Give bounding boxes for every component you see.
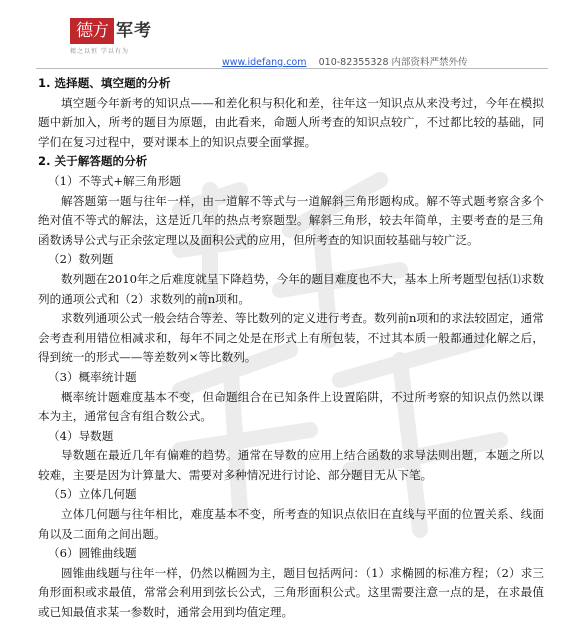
- header-contact: [222, 54, 468, 68]
- paragraph: 立体几何题与往年相比，难度基本不变，所考查的知识点依旧在直线与平面的位置关系、线面角以及二面角之间出题。: [38, 507, 544, 541]
- phone-note: 010-82355328 内部资料严禁外传: [318, 57, 468, 68]
- paragraph: 导数题在最近几年有偏难的趋势。通常在导数的应用上结合函数的求导法则出题，本题之所以较难，主要是因为计算量大、需要对多种情况进行讨论、部分题目无从下笔。: [38, 448, 544, 482]
- paragraph: 圆锥曲线题与往年一样，仍然以椭圆为主，题目包括两问：（1）求椭圆的标准方程；（2）求三角形面积或求最值，常常会利用到弦长公式，三角形面积公式。这里需要注意一点的是，在求最值或已知最值求某一参数时，通常会用到均值定理。: [38, 565, 544, 620]
- paragraph: 概率统计题难度基本不变，但命题组合在已知条件上设置陷阱，不过所考察的知识点仍然以课本为主，通常包含有组合数公式。: [38, 389, 544, 424]
- subsection-heading: （6）圆锥曲线题: [48, 546, 137, 561]
- subsection-heading: （3）概率统计题: [48, 369, 137, 384]
- section-heading: 1. 选择题、填空题的分析: [38, 76, 171, 90]
- subsection-heading: （4）导数题: [48, 428, 114, 443]
- subsection-heading: （1）不等式+解三角形题: [48, 173, 182, 188]
- subsection-heading: （2）数列题: [48, 252, 114, 267]
- section-heading: 2. 关于解答题的分析: [38, 154, 148, 169]
- brand-logo: [70, 14, 180, 54]
- logo-red-block: 德方: [70, 18, 114, 44]
- document-body: [38, 74, 544, 623]
- paragraph: 求数列通项公式一般会结合等差、等比数列的定义进行考查。数列前n项和的求法较固定，通常会考查利用错位相减求和，每年不同之处是在形式上有所包装，不过其本质一般都通过化解之后，得到统一的形式——等差数列×等比数列。: [38, 311, 544, 365]
- header-divider: [36, 68, 548, 69]
- logo-text: 军考: [116, 21, 152, 41]
- paragraph: 数列题在2010年之后难度就呈下降趋势，今年的题目难度也不大，基本上所考题型包括⑴求数列的通项公式和（2）求数列的前n项和。: [38, 271, 544, 306]
- logo-slogan: 精之以恒 学以有为: [70, 48, 129, 55]
- subsection-heading: （5）立体几何题: [48, 487, 137, 502]
- paragraph: 解答题第一题与往年一样，由一道解不等式与一道解斜三角形题构成。解不等式题考察含多个绝对值不等式的解法，这是近几年的热点考察题型。解斜三角形，较去年简单，主要考查的是三角函数诱导公式与正余弦定理以及面积公式的应用，但所考查的知识面较基础与较广泛。: [38, 193, 544, 247]
- page-header: [0, 0, 576, 72]
- paragraph: 填空题今年新考的知识点——和差化积与积化和差，往年这一知识点从来没考过，今年在模拟题中新加入，所考的题目为原题，由此看来，命题人所考查的知识点较广，不过都比较的基础，同学们在复习过程中，要对课本上的知识点要全面掌握。: [38, 95, 544, 149]
- website-link[interactable]: www.idefang.com: [222, 57, 307, 68]
